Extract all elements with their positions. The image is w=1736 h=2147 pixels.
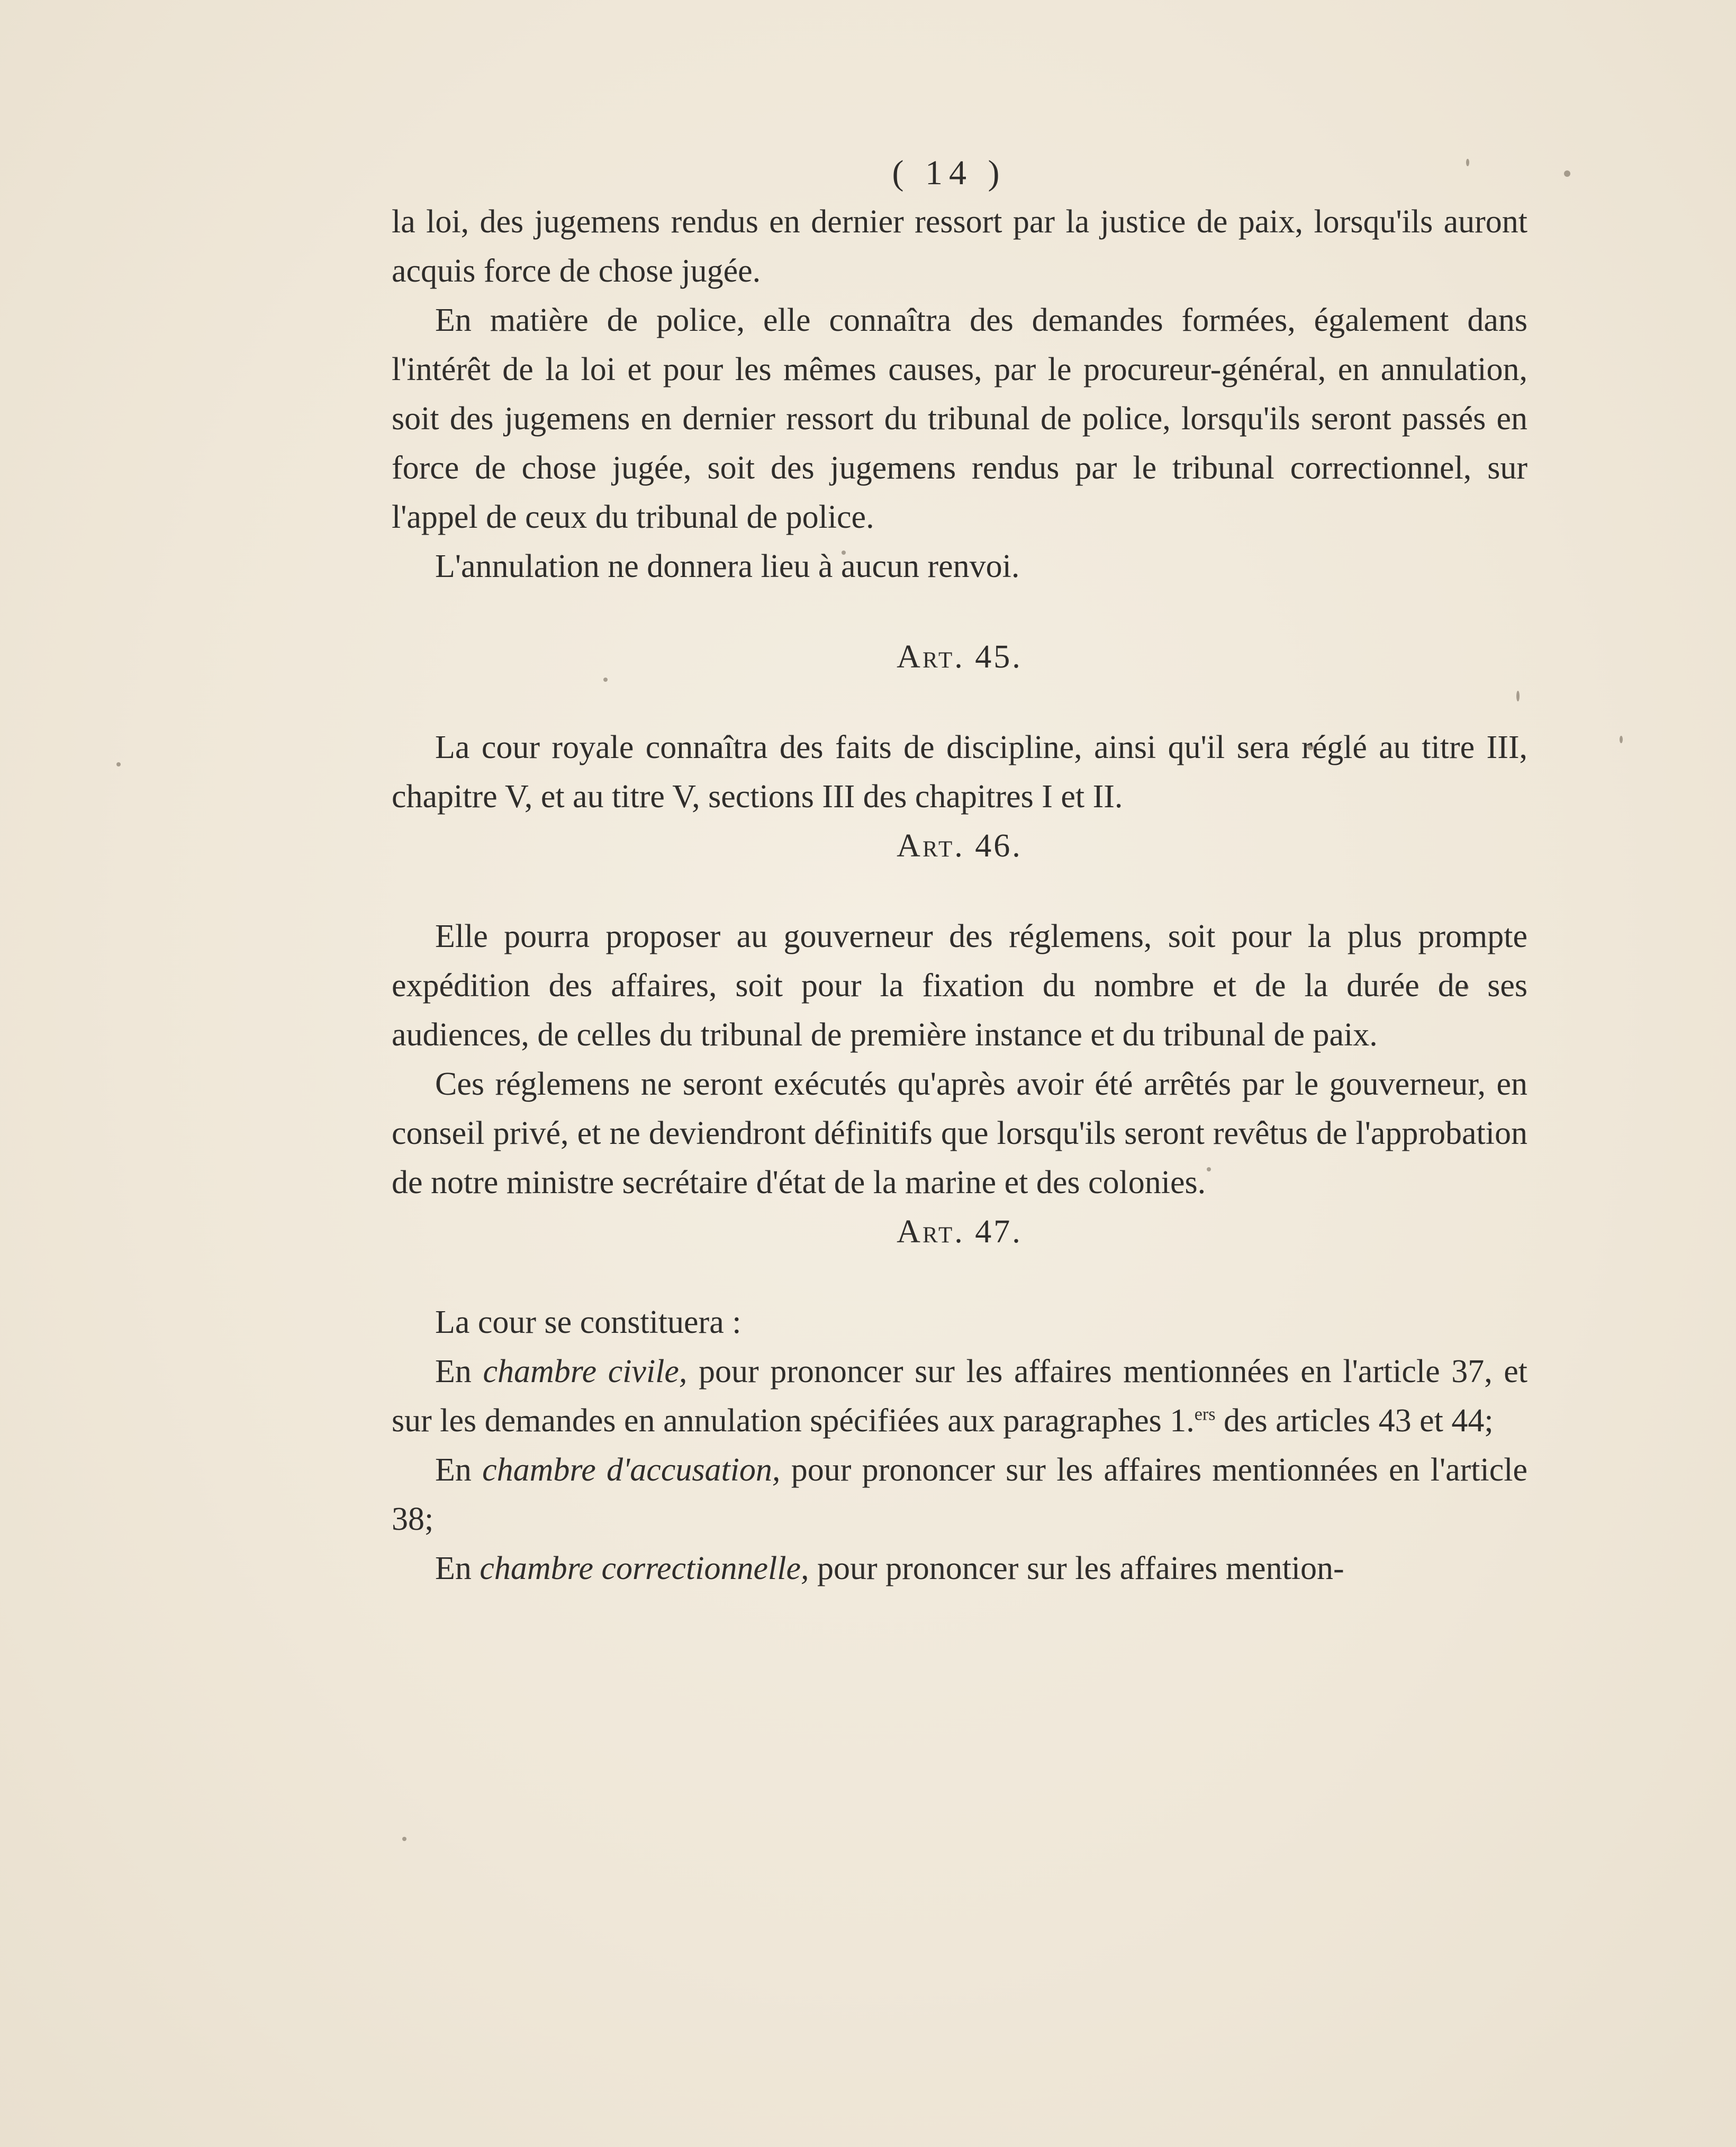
article-46-heading: Art. 46. bbox=[897, 828, 1023, 864]
paragraph-tail: des articles 43 et 44; bbox=[1223, 1403, 1494, 1439]
spacer bbox=[392, 1257, 1527, 1298]
superscript: ers bbox=[1194, 1404, 1216, 1424]
paragraph-annulation: L'annulation ne donnera lieu à aucun renvoi. bbox=[435, 548, 1020, 584]
paragraph-body: pour prononcer sur les affaires mentionnées en l'article 38; bbox=[392, 1452, 1528, 1537]
paragraph-discipline: La cour royale connaîtra des faits de discipline, ainsi qu'il sera réglé au titre III, chapitre V, et au titre V, sections III des chapitres I et II. bbox=[392, 729, 1527, 815]
paragraph-execution: Ces réglemens ne seront exécutés qu'après avoir été arrêtés par le gouverneur, en conseil privé, et ne deviendront définitifs que lorsqu'ils seront revêtus de l'approbation de notre ministre secrétaire d'état de la marine et des colonies. bbox=[392, 1066, 1527, 1201]
lead-word: En bbox=[435, 1550, 472, 1586]
spacer bbox=[392, 871, 1527, 912]
page-text bbox=[392, 148, 1527, 1593]
lead-word: En bbox=[435, 1354, 472, 1390]
paper-speck bbox=[1564, 170, 1570, 177]
paragraph-continued: la loi, des jugemens rendus en dernier ressort par la justice de paix, lorsqu'ils auront acquis force de chose jugée. bbox=[392, 204, 1527, 289]
chamber-name-italic: chambre civile, bbox=[483, 1354, 688, 1390]
paragraph-body: pour prononcer sur les affaires mention- bbox=[817, 1550, 1344, 1586]
article-45-heading: Art. 45. bbox=[897, 639, 1023, 675]
article-47-heading: Art. 47. bbox=[897, 1214, 1023, 1250]
paragraph-chambre-accusation bbox=[392, 1446, 1527, 1544]
lead-word: En bbox=[435, 1452, 472, 1488]
paragraph-reglemens: Elle pourra proposer au gouverneur des réglemens, soit pour la plus prompte expédition des affaires, soit pour la fixation du nombre et de la durée de ses audiences, de celles du tribunal de première instance et du tribunal de paix. bbox=[392, 918, 1527, 1053]
spacer bbox=[392, 682, 1527, 723]
spacer bbox=[392, 591, 1527, 633]
paragraph-police: En matière de police, elle connaîtra des demandes formées, également dans l'intérêt de la loi et pour les mêmes causes, par le procureur-général, en annulation, soit des jugemens en dernier ressort du tribunal de police, lorsqu'ils seront passés en force de chose jugée, soit des jugemens rendus par le tribunal correctionnel, sur l'appel de ceux du tribunal de police. bbox=[392, 302, 1527, 535]
paper-speck bbox=[1620, 736, 1623, 743]
paragraph-constitution: La cour se constituera : bbox=[435, 1304, 742, 1340]
paragraph-body: pour prononcer sur les affaires mentionnées en l'article 37, et sur les demandes en annulation spécifiées aux paragraphes 1. bbox=[392, 1354, 1528, 1439]
paper-speck bbox=[116, 762, 121, 766]
paragraph-chambre-correctionnelle bbox=[392, 1544, 1527, 1593]
paragraph-chambre-civile bbox=[392, 1347, 1527, 1446]
chamber-name-italic: chambre d'accusation, bbox=[482, 1452, 781, 1488]
page-number: ( 14 ) bbox=[892, 154, 1006, 192]
chamber-name-italic: chambre correctionnelle, bbox=[480, 1550, 809, 1586]
paper-speck bbox=[402, 1837, 406, 1841]
